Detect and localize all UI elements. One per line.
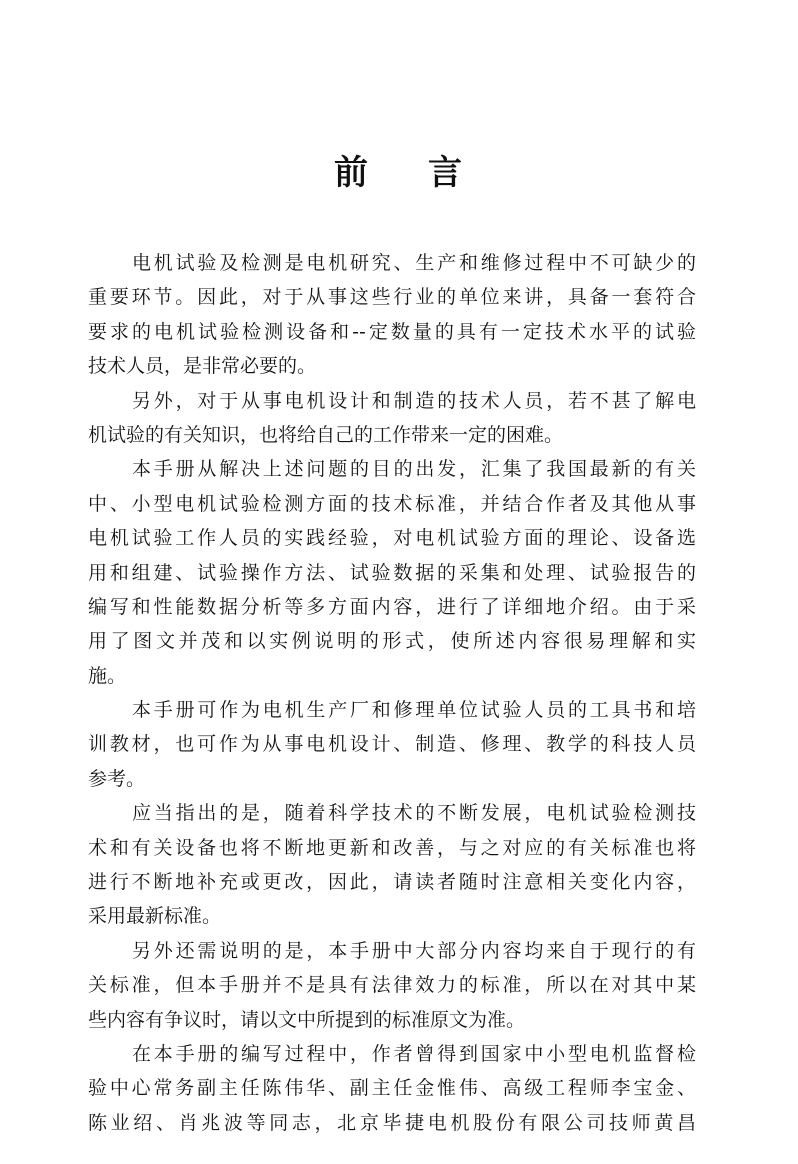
paragraph-5 bbox=[88, 796, 696, 934]
text-line: 另外还需说明的是，本手册中大部分内容均来自于现行的有 bbox=[132, 939, 696, 962]
text-line: 些内容有争议时，请以文中所提到的标准原文为准。 bbox=[88, 1008, 526, 1031]
text-line: 电机试验工作人员的实践经验，对电机试验方面的理论、设备选 bbox=[88, 527, 696, 550]
paragraph-3 bbox=[88, 452, 696, 693]
text-line: 本手册从解决上述问题的目的出发，汇集了我国最新的有关 bbox=[132, 458, 696, 481]
text-line: 采用最新标准。 bbox=[88, 905, 222, 928]
title-char-1: 前 bbox=[334, 153, 370, 193]
text-line: 中、小型电机试验检测方面的技术标准，并结合作者及其他从事 bbox=[88, 492, 696, 515]
text-line: 验中心常务副主任陈伟华、副主任金惟伟、高级工程师李宝金、 bbox=[88, 1077, 696, 1100]
paragraph-4 bbox=[88, 693, 696, 796]
text-line: 机试验的有关知识，也将给自己的工作带来一定的困难。 bbox=[88, 423, 564, 446]
text-line: 技术人员，是非常必要的。 bbox=[88, 355, 317, 378]
text-line: 本手册可作为电机生产厂和修理单位试验人员的工具书和培 bbox=[132, 699, 696, 722]
text-line: 用了图文并茂和以实例说明的形式，使所述内容很易理解和实 bbox=[88, 630, 696, 653]
paragraph-1 bbox=[88, 246, 696, 384]
text-line: 应当指出的是，随着科学技术的不断发展，电机试验检测技 bbox=[132, 802, 696, 825]
paragraph-2 bbox=[88, 384, 696, 453]
text-line: 在本手册的编写过程中，作者曾得到国家中小型电机监督检 bbox=[132, 1042, 696, 1065]
text-line: 要求的电机试验检测设备和--定数量的具有一定技术水平的试验 bbox=[88, 320, 696, 343]
text-line: 进行不断地补充或更改，因此，请读者随时注意相关变化内容， bbox=[88, 871, 696, 894]
text-line: 术和有关设备也将不断地更新和改善，与之对应的有关标准也将 bbox=[88, 836, 696, 859]
title-char-2: 言 bbox=[428, 153, 464, 193]
paragraph-7 bbox=[88, 1037, 696, 1140]
text-line: 用和组建、试验操作方法、试验数据的采集和处理、试验报告的 bbox=[88, 561, 696, 584]
text-line: 编写和性能数据分析等多方面内容，进行了详细地介绍。由于采 bbox=[88, 595, 696, 618]
page-title bbox=[0, 153, 798, 193]
text-line: 另外，对于从事电机设计和制造的技术人员，若不甚了解电 bbox=[132, 389, 696, 412]
text-line: 训教材，也可作为从事电机设计、制造、修理、教学的科技人员 bbox=[88, 733, 696, 756]
paragraph-6 bbox=[88, 934, 696, 1037]
text-line: 陈业绍、肖兆波等同志，北京毕捷电机股份有限公司技师黄昌 bbox=[88, 1111, 696, 1134]
text-line: 重要环节。因此，对于从事这些行业的单位来讲，具备一套符合 bbox=[88, 286, 696, 309]
text-line: 关标准，但本手册并不是具有法律效力的标准，所以在对其中某 bbox=[88, 974, 696, 997]
preface-body bbox=[88, 246, 696, 1140]
text-line: 参考。 bbox=[88, 767, 146, 790]
text-line: 电机试验及检测是电机研究、生产和维修过程中不可缺少的 bbox=[132, 252, 696, 274]
text-line: 施。 bbox=[88, 664, 127, 687]
